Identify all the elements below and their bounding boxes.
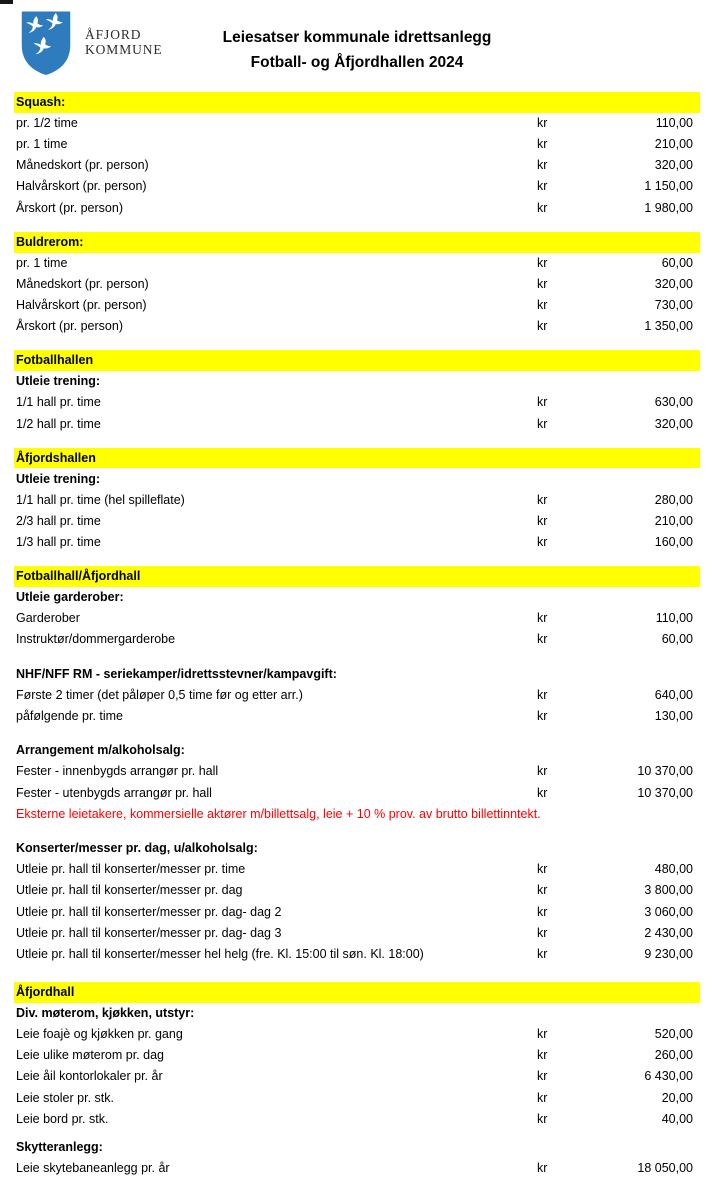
currency-label: kr xyxy=(537,1069,548,1084)
amount-value: 2 430,00 xyxy=(644,925,693,940)
currency-label: kr xyxy=(537,535,548,550)
row-label: pr. 1 time xyxy=(16,137,68,152)
row-label: Utleie pr. hall til konserter/messer pr. dag xyxy=(16,883,243,898)
row-label: Leie skytebaneanlegg pr. år xyxy=(16,1161,170,1176)
currency-label: kr xyxy=(537,687,548,702)
row-label: 1/3 hall pr. time xyxy=(16,535,101,550)
section-header-label: Åfjordhall xyxy=(16,984,75,999)
currency-label: kr xyxy=(537,764,548,779)
subsection-header xyxy=(14,371,700,392)
subsection-header-label: Utleie trening: xyxy=(16,374,101,389)
section-gap xyxy=(14,965,700,982)
subsection-header-label: Div. møterom, kjøkken, utstyr: xyxy=(16,1005,195,1020)
row-label: Månedskort (pr. person) xyxy=(16,276,149,291)
amount-value: 3 060,00 xyxy=(644,904,693,919)
amount-value: 160,00 xyxy=(654,535,693,550)
subsection-header-label: Utleie garderober: xyxy=(16,590,124,605)
amount-value: 1 350,00 xyxy=(644,319,693,334)
row-label: Utleie pr. hall til konserter/messer pr. time xyxy=(16,862,246,877)
price-row xyxy=(14,901,700,922)
amount-value: 9 230,00 xyxy=(644,946,693,961)
amount-value: 630,00 xyxy=(654,395,693,410)
scan-artifact xyxy=(0,0,13,4)
section-header-label: Fotballhallen xyxy=(16,353,94,368)
subsection-header-label: NHF/NFF RM - seriekamper/idrettsstevner/kampavgift: xyxy=(16,666,337,681)
row-label: Fester - innenbygds arrangør pr. hall xyxy=(16,764,219,779)
subsection-header xyxy=(14,838,700,859)
currency-label: kr xyxy=(537,862,548,877)
row-label: Årskort (pr. person) xyxy=(16,319,123,334)
price-row xyxy=(14,685,700,706)
amount-value: 110,00 xyxy=(655,115,693,130)
row-label: Fester - utenbygds arrangør pr. hall xyxy=(16,785,212,800)
amount-value: 10 370,00 xyxy=(637,764,693,779)
row-label: pr. 1 time xyxy=(16,255,68,270)
price-table xyxy=(14,92,700,1179)
amount-value: 480,00 xyxy=(654,862,693,877)
subsection-header xyxy=(14,664,700,685)
currency-label: kr xyxy=(537,115,548,130)
row-label: Halvårskort (pr. person) xyxy=(16,298,147,312)
section-header-label: Buldrerom: xyxy=(16,234,84,249)
currency-label: kr xyxy=(537,158,548,173)
currency-label: kr xyxy=(537,611,548,626)
price-row xyxy=(14,176,700,197)
price-row xyxy=(14,532,700,553)
currency-label: kr xyxy=(537,200,548,215)
amount-value: 730,00 xyxy=(654,298,693,312)
row-label: Månedskort (pr. person) xyxy=(16,158,149,173)
subsection-header-label: Arrangement m/alkoholsalg: xyxy=(16,743,185,758)
price-row xyxy=(14,392,700,413)
subsection-header xyxy=(14,468,700,489)
subsection-header xyxy=(14,1003,700,1024)
row-label: Leie stoler pr. stk. xyxy=(16,1090,114,1105)
currency-label: kr xyxy=(537,1048,548,1063)
currency-label: kr xyxy=(537,904,548,919)
org-name-line1: ÅFJORD xyxy=(85,27,142,42)
price-row xyxy=(14,608,700,629)
section-gap xyxy=(14,727,700,740)
price-row xyxy=(14,134,700,155)
amount-value: 60,00 xyxy=(661,255,693,270)
amount-value: 20,00 xyxy=(661,1090,693,1105)
price-row xyxy=(14,1158,700,1179)
row-label: Leie bord pr. stk. xyxy=(16,1111,109,1126)
section-header xyxy=(14,982,700,1003)
currency-label: kr xyxy=(537,179,548,194)
section-gap xyxy=(14,651,700,664)
amount-value: 1 980,00 xyxy=(644,200,693,215)
section-header xyxy=(14,232,700,253)
subsection-header xyxy=(14,1137,700,1158)
price-row xyxy=(14,944,700,965)
row-label: Garderober xyxy=(16,611,80,626)
section-header xyxy=(14,350,700,371)
price-row xyxy=(14,253,700,274)
currency-label: kr xyxy=(537,255,548,270)
row-label: Årskort (pr. person) xyxy=(16,200,123,215)
currency-label: kr xyxy=(537,785,548,800)
currency-label: kr xyxy=(537,492,548,507)
price-row xyxy=(14,1066,700,1087)
row-label: 1/1 hall pr. time xyxy=(16,395,101,410)
row-label: Leie foajè og kjøkken pr. gang xyxy=(16,1027,183,1042)
amount-value: 520,00 xyxy=(654,1027,693,1042)
amount-value: 40,00 xyxy=(661,1111,693,1126)
currency-label: kr xyxy=(537,416,548,431)
currency-label: kr xyxy=(537,298,548,312)
amount-value: 640,00 xyxy=(654,687,693,702)
amount-value: 130,00 xyxy=(654,709,693,724)
currency-label: kr xyxy=(537,946,548,961)
page-title-line2: Fotball- og Åfjordhallen 2024 xyxy=(250,54,464,71)
amount-value: 320,00 xyxy=(654,416,693,431)
price-row xyxy=(14,1088,700,1109)
price-row xyxy=(14,761,700,782)
subsection-header-label: Skytteranlegg: xyxy=(16,1140,103,1154)
amount-value: 18 050,00 xyxy=(637,1161,693,1176)
section-header xyxy=(14,92,700,113)
row-label: 2/3 hall pr. time xyxy=(16,513,101,528)
amount-value: 320,00 xyxy=(654,276,693,291)
amount-value: 3 800,00 xyxy=(644,883,693,898)
price-row xyxy=(14,413,700,434)
price-row xyxy=(14,295,700,316)
currency-label: kr xyxy=(537,925,548,940)
currency-label: kr xyxy=(537,513,548,528)
row-label: pr. 1/2 time xyxy=(16,115,78,130)
currency-label: kr xyxy=(537,1027,548,1042)
subsection-header xyxy=(14,587,700,608)
row-label: Leie ulike møterom pr. dag xyxy=(16,1048,164,1063)
section-header xyxy=(14,448,700,469)
note-row xyxy=(14,804,700,825)
page-title-line1: Leiesatser kommunale idrettsanlegg xyxy=(222,29,492,46)
price-row xyxy=(14,1109,700,1130)
currency-label: kr xyxy=(537,709,548,724)
row-label: 1/2 hall pr. time xyxy=(16,416,101,431)
currency-label: kr xyxy=(537,1161,548,1176)
price-row xyxy=(14,859,700,880)
currency-label: kr xyxy=(537,883,548,898)
amount-value: 1 150,00 xyxy=(644,179,693,194)
section-header-label: Åfjordshallen xyxy=(16,450,96,465)
amount-value: 260,00 xyxy=(654,1048,693,1063)
row-label: påfølgende pr. time xyxy=(16,709,124,724)
currency-label: kr xyxy=(537,395,548,410)
row-label: 1/1 hall pr. time (hel spilleflate) xyxy=(16,492,185,507)
currency-label: kr xyxy=(537,276,548,291)
section-gap xyxy=(14,435,700,448)
price-row xyxy=(14,1045,700,1066)
currency-label: kr xyxy=(537,632,548,647)
currency-label: kr xyxy=(537,1111,548,1126)
section-gap xyxy=(14,219,700,232)
row-label: Halvårskort (pr. person) xyxy=(16,179,147,194)
price-row xyxy=(14,923,700,944)
subsection-header xyxy=(14,740,700,761)
price-row xyxy=(14,113,700,134)
price-row xyxy=(14,629,700,650)
amount-value: 10 370,00 xyxy=(637,785,693,800)
row-label: Første 2 timer (det påløper 0,5 time før og etter arr.) xyxy=(16,687,303,702)
row-label: Utleie pr. hall til konserter/messer pr. dag- dag 2 xyxy=(16,904,282,919)
amount-value: 320,00 xyxy=(654,158,693,173)
section-gap xyxy=(14,1130,700,1137)
section-gap xyxy=(14,337,700,350)
amount-value: 210,00 xyxy=(654,137,693,152)
section-header xyxy=(14,566,700,587)
amount-value: 6 430,00 xyxy=(644,1069,693,1084)
currency-label: kr xyxy=(537,1090,548,1105)
amount-value: 110,00 xyxy=(655,611,693,626)
currency-label: kr xyxy=(537,319,548,334)
price-row xyxy=(14,1024,700,1045)
price-row xyxy=(14,782,700,803)
currency-label: kr xyxy=(537,137,548,152)
price-row xyxy=(14,706,700,727)
price-row xyxy=(14,316,700,337)
price-row xyxy=(14,511,700,532)
page-title xyxy=(0,25,714,75)
price-row xyxy=(14,198,700,219)
price-row xyxy=(14,490,700,511)
org-name-line2: KOMMUNE xyxy=(85,42,163,57)
row-label: Utleie pr. hall til konserter/messer hel helg (fre. Kl. 15:00 til søn. Kl. 18:00) xyxy=(16,946,424,961)
price-row xyxy=(14,274,700,295)
subsection-header-label: Utleie trening: xyxy=(16,471,101,486)
price-row xyxy=(14,880,700,901)
row-label: Utleie pr. hall til konserter/messer pr. dag- dag 3 xyxy=(16,925,282,940)
subsection-header-label: Konserter/messer pr. dag, u/alkoholsalg: xyxy=(16,840,258,855)
section-gap xyxy=(14,825,700,838)
amount-value: 210,00 xyxy=(654,513,693,528)
amount-value: 60,00 xyxy=(661,632,693,647)
section-header-label: Squash: xyxy=(16,94,66,109)
row-label: Leie åil kontorlokaler pr. år xyxy=(16,1069,163,1084)
section-gap xyxy=(14,553,700,566)
row-label: Instruktør/dommergarderobe xyxy=(16,632,176,647)
amount-value: 280,00 xyxy=(654,492,693,507)
note-text: Eksterne leietakere, kommersielle aktører m/billettsalg, leie + 10 % prov. av brutto billettinntekt. xyxy=(16,806,541,821)
price-row xyxy=(14,155,700,176)
section-header-label: Fotballhall/Åfjordhall xyxy=(16,569,141,584)
